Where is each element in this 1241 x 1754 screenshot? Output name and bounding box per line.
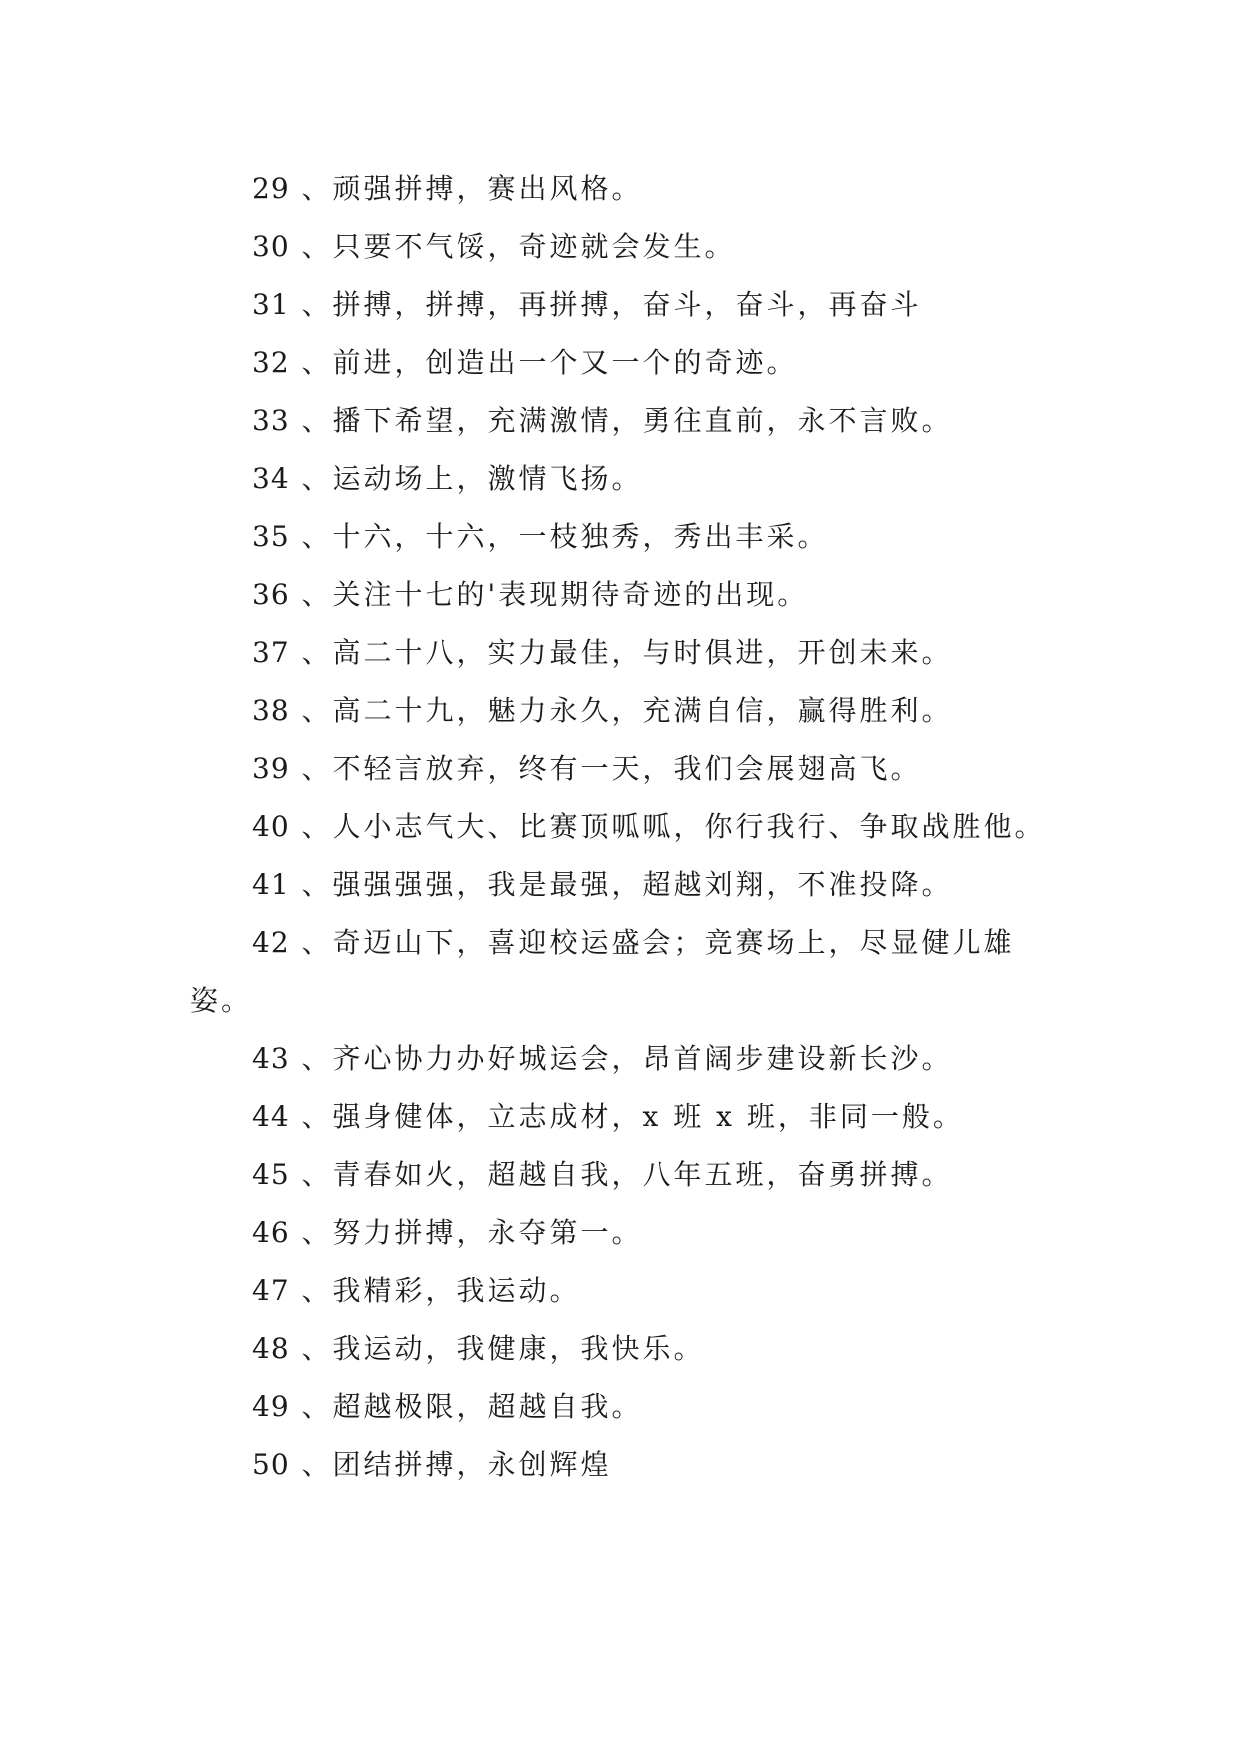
item-text: 不轻言放弃，终有一天，我们会展翅高飞。	[332, 752, 922, 785]
item-number: 50	[252, 1448, 290, 1481]
list-item: 43 、齐心协力办好城运会，昂首阔步建设新长沙。	[252, 1042, 953, 1075]
item-number: 46	[252, 1216, 290, 1249]
item-number: 49	[252, 1390, 290, 1423]
item-text: 十六，十六，一枝独秀，秀出丰采。	[332, 520, 829, 553]
list-item: 44 、强身健体，立志成材，x 班 x 班，非同一般。	[252, 1100, 964, 1133]
item-text: 强身健体，立志成材，x 班 x 班，非同一般。	[332, 1100, 964, 1133]
list-item: 49 、超越极限，超越自我。	[252, 1390, 643, 1423]
item-number: 40	[252, 810, 290, 843]
list-item: 45 、青春如火，超越自我，八年五班，奋勇拼搏。	[252, 1158, 953, 1191]
item-text: 高二十八，实力最佳，与时俱进，开创未来。	[332, 636, 953, 669]
item-number: 41	[252, 868, 290, 901]
item-number: 35	[252, 520, 290, 553]
list-item: 32 、前进，创造出一个又一个的奇迹。	[252, 346, 798, 379]
item-number: 38	[252, 694, 290, 727]
item-number: 37	[252, 636, 290, 669]
item-number: 47	[252, 1274, 290, 1307]
list-item: 34 、运动场上，激情飞扬。	[252, 462, 643, 495]
item-text: 运动场上，激情飞扬。	[332, 462, 643, 495]
item-text: 前进，创造出一个又一个的奇迹。	[332, 346, 798, 379]
list-item: 46 、努力拼搏，永夺第一。	[252, 1216, 643, 1249]
list-item: 41 、强强强强，我是最强，超越刘翔，不准投降。	[252, 868, 953, 901]
list-item: 37 、高二十八，实力最佳，与时俱进，开创未来。	[252, 636, 953, 669]
item-text: 人小志气大、比赛顶呱呱，你行我行、争取战胜他。	[332, 810, 1046, 843]
item-text: 团结拼搏，永创辉煌	[332, 1448, 612, 1481]
list-item: 50 、团结拼搏，永创辉煌	[252, 1448, 612, 1481]
item-text: 只要不气馁，奇迹就会发生。	[332, 230, 736, 263]
list-item: 42 、奇迈山下，喜迎校运盛会；竞赛场上，尽显健儿雄姿。	[190, 926, 1015, 1017]
item-text: 强强强强，我是最强，超越刘翔，不准投降。	[332, 868, 953, 901]
item-number: 34	[252, 462, 290, 495]
list-item: 38 、高二十九，魅力永久，充满自信，赢得胜利。	[252, 694, 953, 727]
list-item: 36 、关注十七的'表现期待奇迹的出现。	[252, 578, 809, 611]
item-number: 31	[252, 288, 290, 321]
item-number: 43	[252, 1042, 290, 1075]
item-number: 44	[252, 1100, 290, 1133]
item-number: 33	[252, 404, 290, 437]
item-text: 青春如火，超越自我，八年五班，奋勇拼搏。	[332, 1158, 953, 1191]
item-number: 48	[252, 1332, 290, 1365]
item-text: 奇迈山下，喜迎校运盛会；竞赛场上，尽显健儿雄姿。	[190, 926, 1015, 1017]
list-item: 48 、我运动，我健康，我快乐。	[252, 1332, 705, 1365]
list-item: 35 、十六，十六，一枝独秀，秀出丰采。	[252, 520, 829, 553]
item-text: 拼搏，拼搏，再拼搏，奋斗，奋斗，再奋斗	[332, 288, 922, 321]
item-text: 超越极限，超越自我。	[332, 1390, 643, 1423]
item-number: 45	[252, 1158, 290, 1191]
item-text: 我精彩，我运动。	[332, 1274, 581, 1307]
item-number: 36	[252, 578, 290, 611]
list-item: 47 、我精彩，我运动。	[252, 1274, 581, 1307]
item-text: 顽强拼搏，赛出风格。	[332, 172, 643, 205]
item-text: 齐心协力办好城运会，昂首阔步建设新长沙。	[332, 1042, 953, 1075]
item-text: 我运动，我健康，我快乐。	[332, 1332, 705, 1365]
item-text: 关注十七的'表现期待奇迹的出现。	[332, 578, 809, 611]
list-item: 40 、人小志气大、比赛顶呱呱，你行我行、争取战胜他。	[252, 810, 1046, 843]
item-number: 39	[252, 752, 290, 785]
item-number: 42	[252, 926, 290, 959]
item-text: 高二十九，魅力永久，充满自信，赢得胜利。	[332, 694, 953, 727]
list-item: 39 、不轻言放弃，终有一天，我们会展翅高飞。	[252, 752, 922, 785]
item-number: 30	[252, 230, 290, 263]
item-text: 播下希望，充满激情，勇往直前，永不言败。	[332, 404, 953, 437]
list-item: 31 、拼搏，拼搏，再拼搏，奋斗，奋斗，再奋斗	[252, 288, 922, 321]
item-number: 29	[252, 172, 290, 205]
list-item: 33 、播下希望，充满激情，勇往直前，永不言败。	[252, 404, 953, 437]
item-number: 32	[252, 346, 290, 379]
list-item: 30 、只要不气馁，奇迹就会发生。	[252, 230, 736, 263]
list-item: 29 、顽强拼搏，赛出风格。	[252, 172, 643, 205]
slogan-list	[190, 160, 1050, 1494]
item-text: 努力拼搏，永夺第一。	[332, 1216, 643, 1249]
